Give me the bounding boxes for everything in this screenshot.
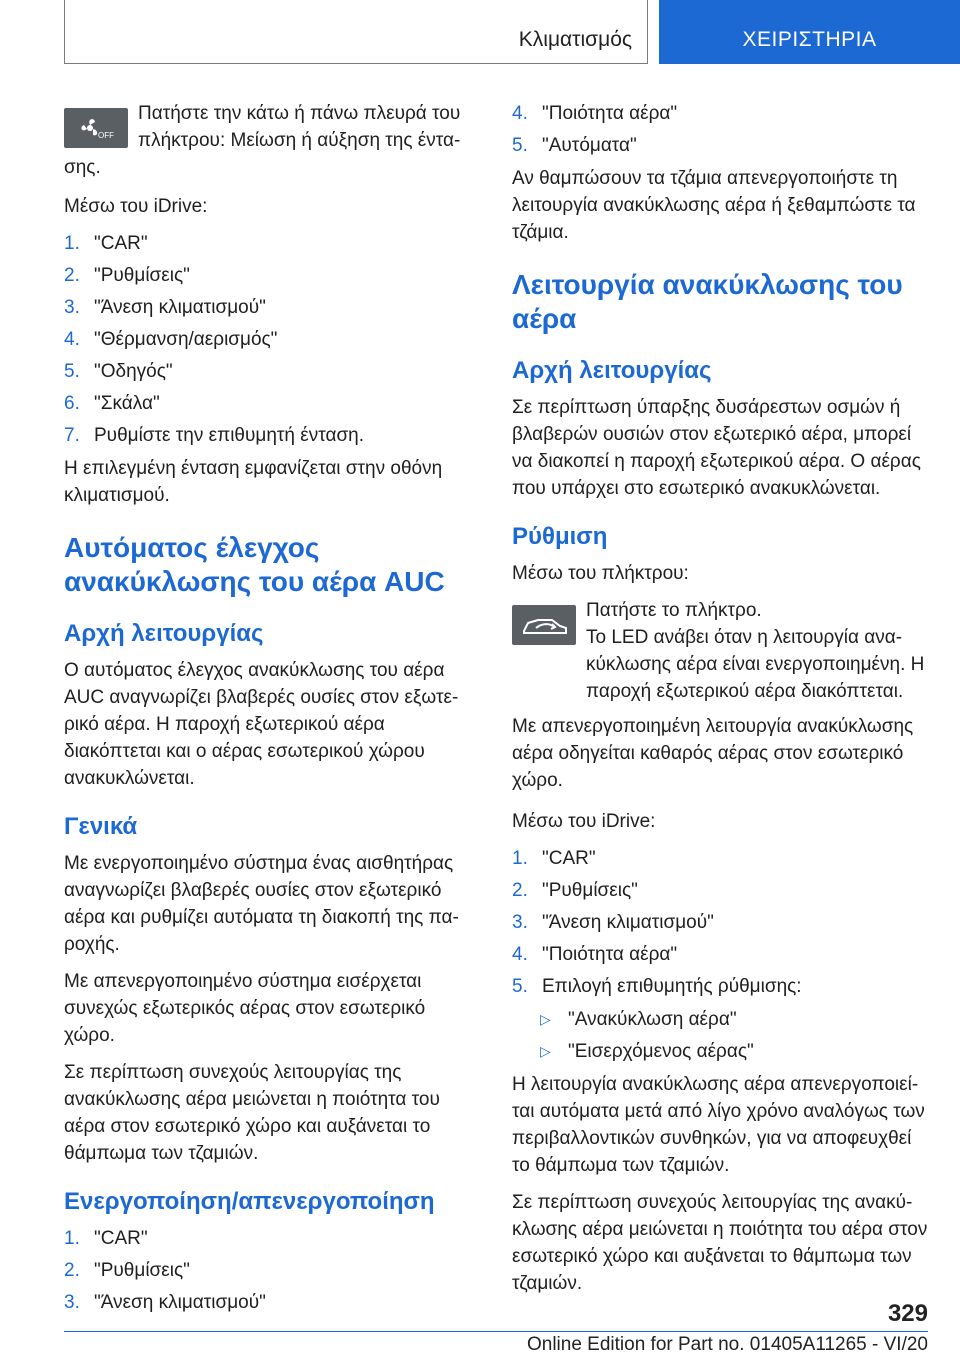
heading-recirculation: Λειτουργία ανακύκλωσης του αέρα: [512, 269, 903, 334]
recirculation-key-icon: [512, 605, 576, 645]
fan-key-intro-2: πλήκτρου: Μείωση ή αύξηση της έντα-: [138, 130, 461, 151]
recirc-key-block: [512, 597, 928, 705]
press-button-text: Πατήστε το πλήκτρο.: [586, 600, 762, 621]
fan-key-intro-3: σης.: [64, 157, 101, 178]
general-text-3: Σε περίπτωση συνεχούς λειτουργίας της ανακύκλωσης αέρα μειώνεται η ποιότητα του αέρα στον εσωτερικό χώρο και αυξάνεται το θάμπωμα των τζαμιών.: [64, 1062, 440, 1164]
section-title: Κλιματισμός: [518, 28, 632, 51]
heading-auc: Αυτόματος έλεγχος ανακύκλωσης του αέρα AUC: [64, 532, 445, 597]
right-column: [512, 100, 928, 1307]
fan-key-intro-1: Πατήστε την κάτω ή πάνω πλευρά του: [138, 103, 461, 124]
list-item: 7. Ρυθμίστε την επιθυμητή ένταση.: [64, 425, 365, 446]
list-item: 3. "Άνεση κλιματισμού": [64, 1292, 266, 1313]
chapter-tab: ΧΕΙΡΙΣΤΗΡΙΑ: [659, 0, 960, 64]
via-button-label: Μέσω του πλήκτρου:: [512, 563, 689, 584]
idrive-steps: [64, 230, 462, 449]
led-text: [586, 624, 928, 705]
heading-general: Γενικά: [64, 813, 138, 840]
list-item: 6. "Σκάλα": [64, 393, 160, 414]
footer-divider: [64, 1331, 928, 1332]
general-text-2: Με απενεργοποιημένο σύστημα εισέρχεται συνεχώς εξωτερικός αέρας στον εσωτερικό χώρο.: [64, 971, 426, 1046]
recirc-off-text: Με απενεργοποιημένη λειτουργία ανακύκλωσης αέρα οδηγείται καθαρός αέρας στον εσωτερικό χώρο.: [512, 716, 914, 791]
idrive-steps-right: [512, 845, 928, 1000]
list-item: 5. "Οδηγός": [64, 361, 173, 382]
continued-steps: [512, 100, 928, 159]
general-text-1: Με ενεργοποιημένο σύστημα ένας αισθητήρας αναγνωρίζει βλαβερές ουσίες στον εξωτερικό αέρα και ρυθμίζει αυτόματα τη διακοπή της παροχής.: [64, 853, 459, 955]
triangle-bullet-icon: ▷: [540, 1043, 551, 1059]
led-text-content: Το LED ανάβει όταν η λειτουργία ανακύκλωσης αέρα είναι ενεργοποιημένη. Η παροχή εξωτερικού αέρα διακόπτεται.: [586, 627, 925, 702]
footer-edition: Online Edition for Part no. 01405A11265 - VI/20: [526, 1334, 928, 1355]
list-item: 5. "Αυτόματα": [512, 135, 637, 156]
heading-setting: Ρύθμιση: [512, 523, 608, 550]
list-item: ▷ "Ανακύκλωση αέρα": [512, 1006, 928, 1033]
list-item: 4. "Θέρμανση/αερισμός": [64, 329, 278, 350]
auto-off-text: Η λειτουργία ανακύκλωσης αέρα απενεργοποιείται αυτόματα μετά από λίγο χρόνο αναλόγως των περιβαλλοντικών συνθηκών, για να αποφευχθεί το θάμπωμα των τζαμιών.: [512, 1074, 925, 1176]
setting-options: [512, 1006, 928, 1065]
via-idrive-label-right: Μέσω του iDrive:: [512, 811, 656, 832]
fan-key-block: [64, 100, 462, 181]
list-item: 1. "CAR": [64, 233, 148, 254]
list-item: 2. "Ρυθμίσεις": [64, 1260, 190, 1281]
page-number: 329: [887, 1300, 928, 1327]
list-item: 4. "Ποιότητα αέρα": [512, 944, 678, 965]
recirc-principle-text: Σε περίπτωση ύπαρξης δυσάρεστων οσμών ή βλαβερών ουσιών στον εξωτερικό αέρα, μπορεί να διακοπεί η παροχή εξωτερικού αέρα. Ο αέρας που υπάρχει στο εσωτερικό ανακυκλώνεται.: [512, 397, 921, 499]
list-item: 1. "CAR": [512, 848, 596, 869]
list-item: 5. Επιλογή επιθυμητής ρύθμισης:: [512, 976, 802, 997]
list-item: ▷ "Εισερχόμενος αέρας": [512, 1038, 928, 1065]
heading-auc-principle: Αρχή λειτουργίας: [64, 620, 264, 647]
list-item: 2. "Ρυθμίσεις": [64, 265, 190, 286]
auc-principle-text: Ο αυτόματος έλεγχος ανακύκλωσης του αέρα AUC αναγνωρίζει βλαβερές ουσίες στον εξωτερικό αέρα. Η παροχή εξωτερικού αέρα διακόπτεται και ο αέρας εσωτερικού χώρου ανακυκλώνεται.: [64, 660, 459, 789]
intensity-display-note: Η επιλεγμένη ένταση εμφανίζεται στην οθόνη κλιματισμού.: [64, 458, 443, 506]
fan-off-key-icon: [64, 108, 128, 148]
list-item: 4. "Ποιότητα αέρα": [512, 103, 678, 124]
heading-recirc-principle: Αρχή λειτουργίας: [512, 357, 712, 384]
svg-text:OFF: OFF: [98, 131, 114, 140]
left-column: [64, 100, 462, 1322]
via-idrive-label: Μέσω του iDrive:: [64, 196, 208, 217]
activate-steps: [64, 1225, 462, 1316]
triangle-bullet-icon: ▷: [540, 1011, 551, 1027]
list-item: 2. "Ρυθμίσεις": [512, 880, 638, 901]
list-item: 3. "Άνεση κλιματισμού": [64, 297, 266, 318]
heading-activate: Ενεργοποίηση/απενεργοποίηση: [64, 1188, 435, 1215]
continuous-operation-text: Σε περίπτωση συνεχούς λειτουργίας της ανακύκλωσης αέρα μειώνεται η ποιότητα του αέρα στον εσωτερικό χώρο και αυξάνεται το θάμπωμα των τζαμιών.: [512, 1192, 928, 1294]
fogging-note: Αν θαμπώσουν τα τζάμια απενεργοποιήστε τη λειτουργία ανακύκλωσης αέρα ή ξεθαμπώστε τα τζάμια.: [512, 168, 916, 243]
list-item: 1. "CAR": [64, 1228, 148, 1249]
list-item: 3. "Άνεση κλιματισμού": [512, 912, 714, 933]
